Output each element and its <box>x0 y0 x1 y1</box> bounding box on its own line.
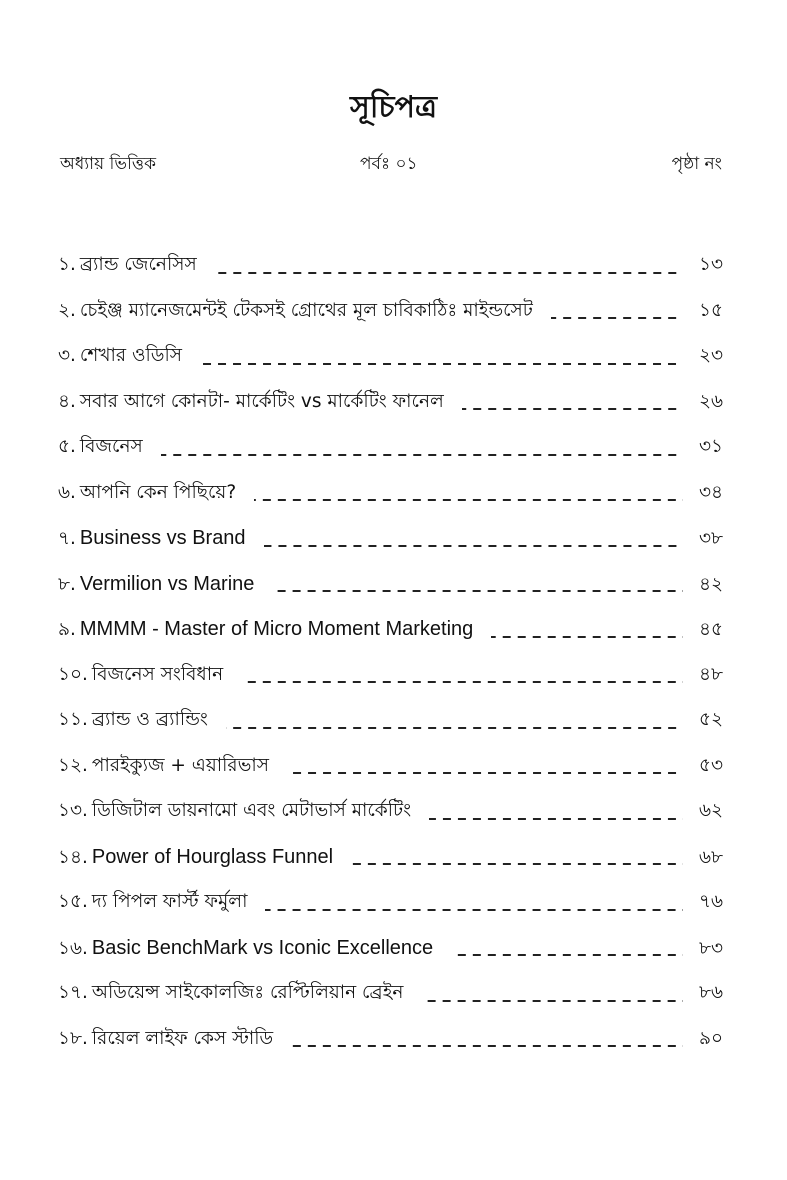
dotted-leader <box>291 1045 683 1047</box>
toc-entry[interactable] <box>58 292 723 338</box>
dotted-leader <box>421 1000 683 1002</box>
toc-entry-title: ডিজিটাল ডায়নামো এবং মেটাভার্স মার্কেটিং <box>91 800 412 821</box>
toc-entry-number: ১৩. <box>58 800 88 821</box>
toc-entry[interactable] <box>58 974 723 1020</box>
toc-entry-page: ৬৮ <box>698 846 723 868</box>
toc-entry[interactable] <box>58 656 723 702</box>
toc-entry-number: ১৮. <box>58 1027 88 1049</box>
toc-entry-title: Power of Hourglass Funnel <box>91 845 334 868</box>
toc-entry-title: চেইঞ্জ ম্যানেজমেন্টই টেকসই গ্রোথের মূল চাবিকাঠিঃ মাইন্ডসেট <box>79 299 533 321</box>
toc-entry-title: Business vs Brand <box>79 527 246 549</box>
toc-entry-number: ৩. <box>58 345 76 366</box>
toc-entry-page: ১৩ <box>698 254 723 275</box>
toc-entry-page: ৪৫ <box>698 619 723 640</box>
toc-entry-number: ১২. <box>58 754 88 776</box>
toc-entry-title: ব্র্যান্ড জেনেসিস <box>79 254 197 275</box>
toc-entry-page: ৩১ <box>698 436 723 457</box>
toc-entry-title: রিয়েল লাইফ কেস স্টাডি <box>91 1027 274 1049</box>
dotted-leader <box>226 727 683 729</box>
header-page-number-label: পৃষ্ঠা নং <box>671 154 722 174</box>
toc-entry-page: ৮৩ <box>698 937 723 959</box>
toc-entry[interactable] <box>58 519 723 565</box>
dotted-leader <box>215 272 683 274</box>
toc-entry-number: ৪. <box>58 390 76 412</box>
dotted-leader <box>351 863 683 865</box>
toc-entry-title: পারইক্যুজ + এয়ারিভাস <box>91 754 269 776</box>
toc-entry[interactable] <box>58 701 723 747</box>
toc-entry[interactable] <box>58 838 723 884</box>
toc-entry-number: ৬. <box>58 481 76 503</box>
toc-entry[interactable] <box>58 1020 723 1066</box>
toc-entry-title: Vermilion vs Marine <box>79 572 255 595</box>
toc-entry[interactable] <box>58 337 723 383</box>
dotted-leader <box>265 909 683 911</box>
toc-entry-number: ১৭. <box>58 982 88 1003</box>
toc-entry-number: ১০. <box>58 663 88 685</box>
toc-entry-number: ৯. <box>58 619 76 640</box>
dotted-leader <box>287 772 683 774</box>
dotted-leader <box>241 681 683 683</box>
toc-entry-number: ৮. <box>58 573 76 595</box>
toc-entry[interactable] <box>58 565 723 611</box>
dotted-leader <box>264 545 683 547</box>
toc-entry-number: ২. <box>58 299 76 321</box>
toc-entry[interactable] <box>58 747 723 793</box>
toc-entry-page: ৩৮ <box>698 528 723 549</box>
toc-entry[interactable] <box>58 383 723 429</box>
toc-entry[interactable] <box>58 792 723 838</box>
page-title: সূচিপত্র <box>350 90 437 126</box>
dotted-leader <box>161 454 683 456</box>
toc-entry-title: আপনি কেন পিছিয়ে? <box>79 481 237 503</box>
toc-entry-title: সবার আগে কোনটা- মার্কেটিং vs মার্কেটিং ফানেল <box>79 390 444 412</box>
toc-entry-page: ৫৩ <box>698 754 723 776</box>
header-part-label: পর্বঃ ০১ <box>360 154 418 174</box>
dotted-leader <box>254 499 683 501</box>
toc-entry-page: ৭৬ <box>698 891 723 912</box>
toc-entry[interactable] <box>58 929 723 975</box>
toc-entry-number: ১৬. <box>58 937 88 959</box>
toc-entry-title: MMMM - Master of Micro Moment Marketing <box>79 618 474 640</box>
toc-entry-number: ১১. <box>58 709 88 730</box>
toc-entry-title: ব্র্যান্ড ও ব্র্যান্ডিং <box>91 709 208 730</box>
toc-entry[interactable] <box>58 474 723 520</box>
toc-entry-page: ২৬ <box>698 390 723 412</box>
toc-entry-title: বিজনেস সংবিধান <box>91 663 224 685</box>
toc-entry-page: ৪২ <box>698 573 723 595</box>
toc-entry-number: ১৫. <box>58 891 88 912</box>
toc-entry-title: Basic BenchMark vs Iconic Excellence <box>91 936 434 959</box>
toc-entry-number: ১৪. <box>58 846 88 868</box>
toc-entry-number: ৭. <box>58 528 76 549</box>
dotted-leader <box>272 590 683 592</box>
dotted-leader <box>462 408 683 410</box>
toc-entry[interactable] <box>58 428 723 474</box>
toc-entry-number: ৫. <box>58 436 76 457</box>
toc-entry-page: ৪৮ <box>698 663 723 685</box>
toc-entry-title: দ্য পিপল ফার্স্ট ফর্মুলা <box>91 891 248 912</box>
toc-entry-title: শেখার ওডিসি <box>79 345 182 366</box>
toc-entry-page: ৮৬ <box>698 982 723 1003</box>
table-of-contents <box>58 246 723 1065</box>
toc-entry[interactable] <box>58 883 723 929</box>
toc-entry-number: ১. <box>58 254 76 275</box>
toc-entry-title: বিজনেস <box>79 436 143 457</box>
toc-entry[interactable] <box>58 610 723 656</box>
toc-entry-page: ২৩ <box>698 345 723 366</box>
dotted-leader <box>551 317 683 319</box>
toc-entry-page: ৬২ <box>698 800 723 821</box>
toc-entry-page: ৩৪ <box>698 481 723 503</box>
header-chapter-label: অধ্যায় ভিত্তিক <box>60 154 156 174</box>
dotted-leader <box>429 818 683 820</box>
toc-entry[interactable] <box>58 246 723 292</box>
toc-entry-title: অডিয়েন্স সাইকোলজিঃ রেপ্টিলিয়ান ব্রেইন <box>91 982 404 1003</box>
dotted-leader <box>491 636 683 638</box>
toc-entry-page: ৯০ <box>698 1027 723 1049</box>
toc-entry-page: ৫২ <box>698 709 723 730</box>
dotted-leader <box>200 363 683 365</box>
column-header-row <box>60 148 722 180</box>
toc-entry-page: ১৫ <box>698 299 723 321</box>
dotted-leader <box>451 954 683 956</box>
